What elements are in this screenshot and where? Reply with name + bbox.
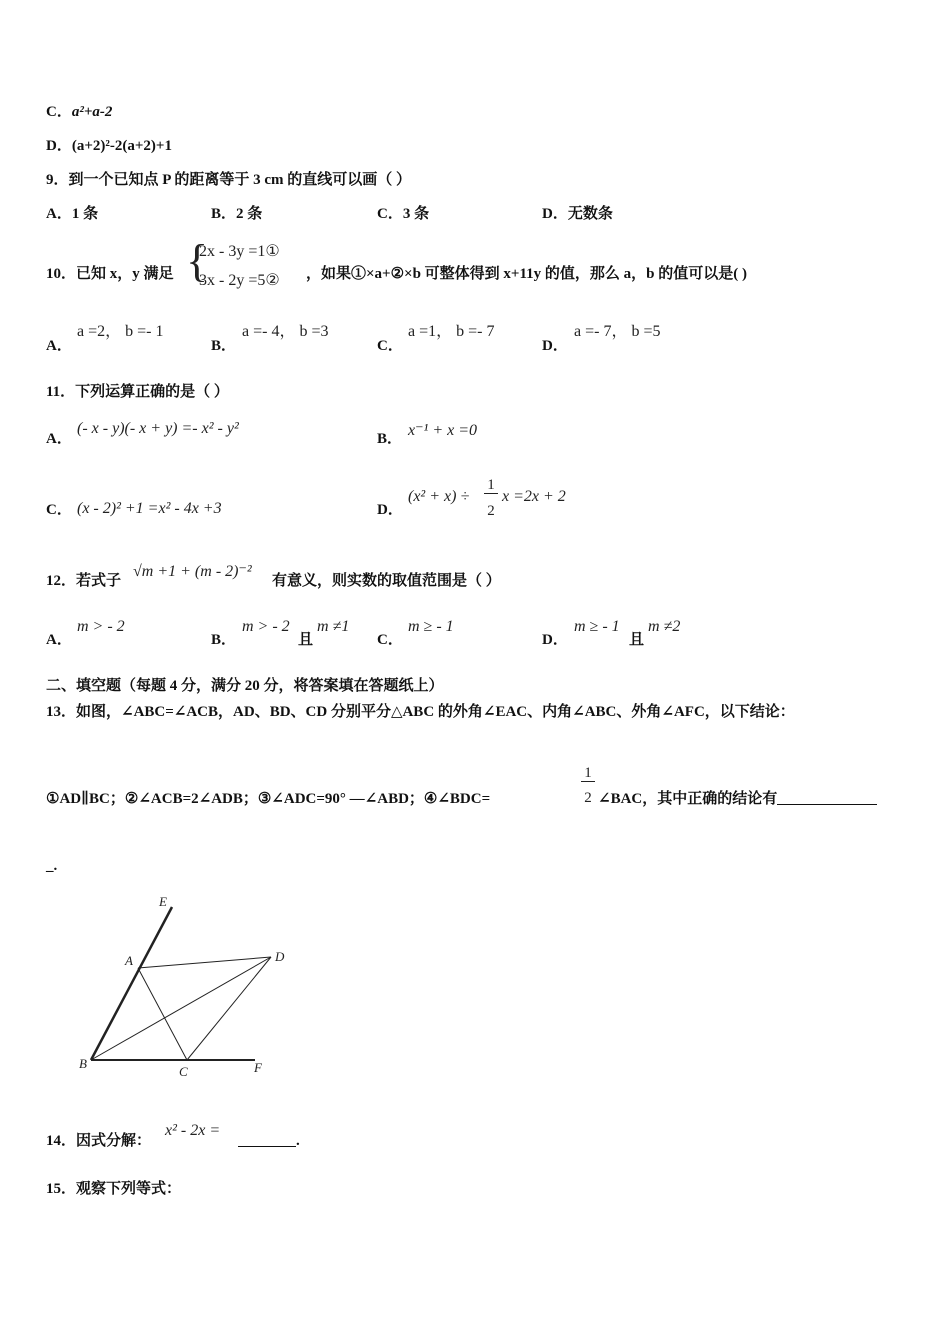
q14-prefix: 14．因式分解： xyxy=(46,1133,152,1149)
conclusions-text: ∠BAC，其中正确的结论有 xyxy=(598,791,778,807)
option-label: C． xyxy=(46,104,72,120)
q13-stem: 13．如图，∠ABC=∠ACB，AD、BD、CD 分别平分△ABC 的外角∠EAC、内角∠ABC、外角∠AFC，以下结论： xyxy=(46,704,795,720)
segment-cd xyxy=(187,957,271,1060)
segment-ad xyxy=(138,957,271,968)
q10-option-d-label: D． xyxy=(542,338,568,354)
option-expr: (a+2)²-2(a+2)+1 xyxy=(71,138,172,154)
q12-option-b-cond: m ≠1 xyxy=(317,618,350,635)
fraction-numerator: 1 xyxy=(484,477,498,494)
q12-option-b-label: B． xyxy=(211,632,237,648)
q9-option-b xyxy=(211,205,262,223)
q10-prefix: 10．已知 x，y 满足 xyxy=(46,266,174,282)
q12-option-d-and: 且 xyxy=(629,632,645,648)
q12-option-b-expr: m > - 2 xyxy=(242,618,290,635)
q10-option-d-expr: a =- 7， b =5 xyxy=(574,323,661,340)
q12-suffix: 有意义，则实数的取值范围是（ ） xyxy=(272,573,501,589)
q12-option-b-and: 且 xyxy=(298,632,314,648)
label-d: D xyxy=(275,949,285,964)
q13-conclusions-right xyxy=(598,790,877,808)
q11-option-a-expr: (- x - y)(- x + y) =- x² - y² xyxy=(77,420,239,437)
label-a: A xyxy=(125,953,133,968)
option-text: 1 条 xyxy=(71,206,99,222)
q11-option-a-label: A． xyxy=(46,431,72,447)
q9-stem: 9．到一个已知点 P 的距离等于 3 cm 的直线可以画（ ） xyxy=(46,172,411,188)
answer-blank[interactable] xyxy=(238,1132,296,1147)
q11-option-b-expr: x⁻¹ + x =0 xyxy=(408,422,478,439)
q11-option-b-label: B． xyxy=(377,431,403,447)
q10-equation-2: 3x - 2y =5② xyxy=(199,272,280,289)
q12-option-c-expr: m ≥ - 1 xyxy=(408,618,454,635)
q9-option-a xyxy=(46,205,98,223)
q11-option-d-label: D． xyxy=(377,502,403,518)
q12-expr: √m +1 + (m - 2)⁻² xyxy=(133,563,252,580)
q9-option-d xyxy=(542,205,613,223)
option-text: 无数条 xyxy=(567,206,613,222)
q11-option-c-label: C． xyxy=(46,502,72,518)
q10-option-b-expr: a =- 4， b =3 xyxy=(242,323,329,340)
system-brace: { xyxy=(186,235,209,286)
label-e: E xyxy=(159,894,167,909)
q11-option-d-expr-left: (x² + x) ÷ xyxy=(408,488,470,505)
q14-suffix: . xyxy=(296,1133,300,1149)
q11-option-d-expr-right: x =2x + 2 xyxy=(502,488,566,505)
q12-option-a-expr: m > - 2 xyxy=(77,618,125,635)
q11-stem: 11．下列运算正确的是（ ） xyxy=(46,384,229,400)
q12-option-d-expr: m ≥ - 1 xyxy=(574,618,620,635)
q10-equation-1: 2x - 3y =1① xyxy=(199,243,280,260)
answer-blank[interactable] xyxy=(777,790,877,805)
q10-option-c-expr: a =1， b =- 7 xyxy=(408,323,495,340)
q15-stem: 15．观察下列等式： xyxy=(46,1181,182,1197)
q9-option-c xyxy=(377,205,429,223)
label-c: C xyxy=(179,1064,188,1079)
geometry-figure xyxy=(70,890,290,1080)
q14-expr: x² - 2x = xyxy=(165,1122,221,1139)
q12-option-d-cond: m ≠2 xyxy=(648,618,681,635)
q10-suffix: ，如果①×a+②×b 可整体得到 x+11y 的值，那么 a，b 的值可以是( ) xyxy=(306,266,747,282)
q13-tail: _. xyxy=(46,858,58,874)
option-text: 2 条 xyxy=(236,206,263,222)
option-label: B． xyxy=(211,206,237,222)
q11-option-c-expr: (x - 2)² +1 =x² - 4x +3 xyxy=(77,500,222,517)
label-f: F xyxy=(254,1060,262,1075)
segment-ac xyxy=(138,968,187,1060)
fraction-denominator: 2 xyxy=(584,790,592,806)
q10-option-a-expr: a =2， b =- 1 xyxy=(77,323,164,340)
option-expr: a²+a-2 xyxy=(71,104,113,120)
q12-option-c-label: C． xyxy=(377,632,403,648)
q12-option-d-label: D． xyxy=(542,632,568,648)
q8-option-d xyxy=(46,137,172,155)
q12-prefix: 12．若式子 xyxy=(46,573,122,589)
option-text: 3 条 xyxy=(402,206,430,222)
q12-option-a-label: A． xyxy=(46,632,72,648)
option-label: D． xyxy=(542,206,568,222)
fraction-numerator: 1 xyxy=(581,765,595,782)
q14-answer xyxy=(238,1132,300,1150)
q10-option-a-label: A． xyxy=(46,338,72,354)
q10-option-c-label: C． xyxy=(377,338,403,354)
section-title: 二、填空题（每题 4 分，满分 20 分，将答案填在答题纸上） xyxy=(46,678,444,694)
option-label: D． xyxy=(46,138,72,154)
q13-conclusions-left: ①AD∥BC；②∠ACB=2∠ADB；③∠ADC=90° —∠ABD；④∠BDC= xyxy=(46,791,491,807)
fraction-denominator: 2 xyxy=(487,503,495,519)
label-b: B xyxy=(79,1056,87,1071)
option-label: C． xyxy=(377,206,403,222)
q8-option-c xyxy=(46,103,112,121)
q10-option-b-label: B． xyxy=(211,338,237,354)
option-label: A． xyxy=(46,206,72,222)
